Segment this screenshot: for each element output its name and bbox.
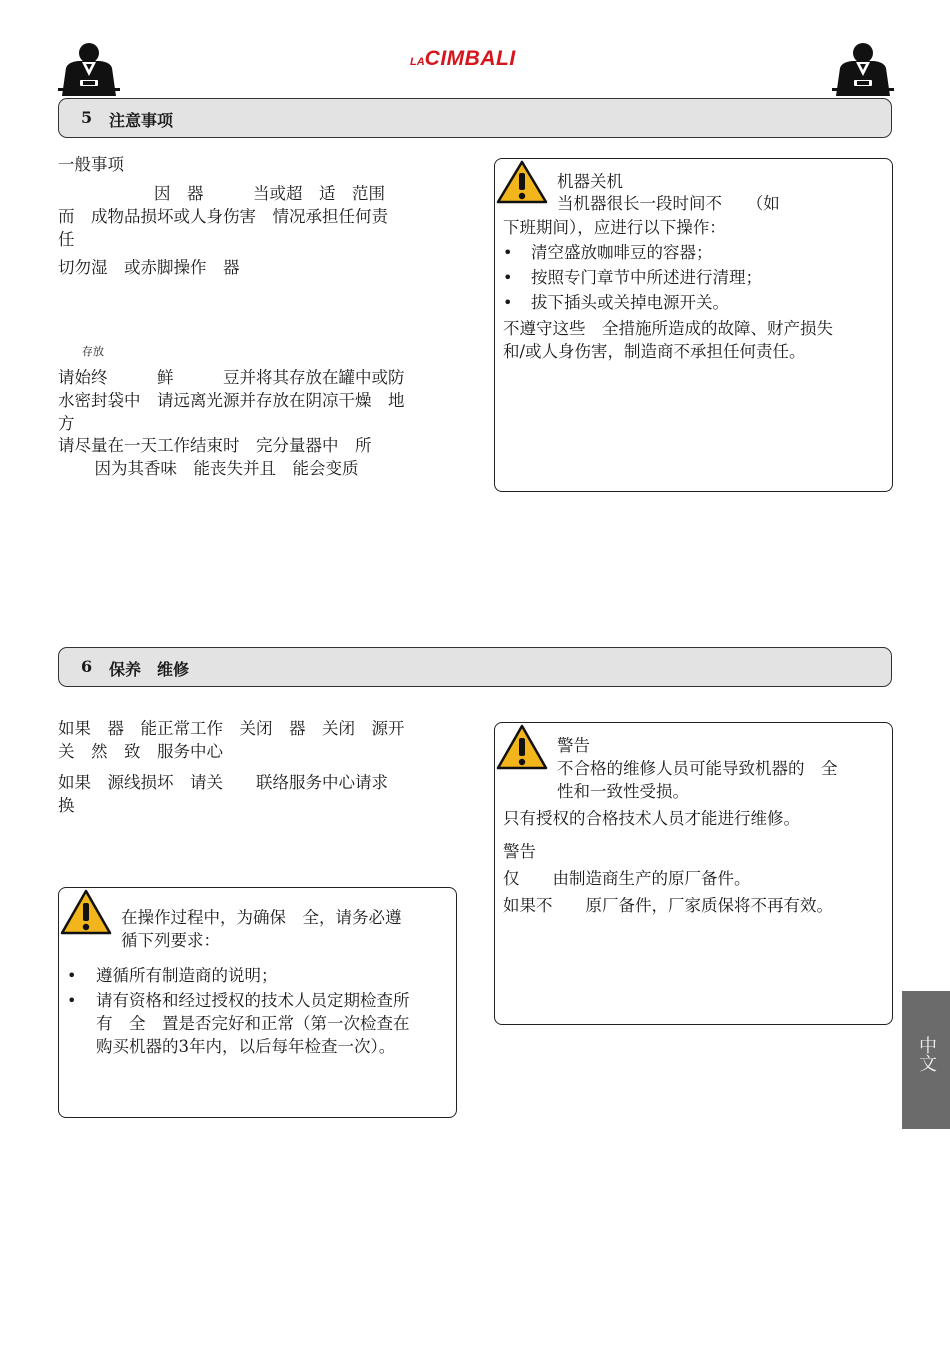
barista-icon-right [832, 42, 894, 96]
warning-triangle-icon [60, 889, 112, 935]
section-6-banner [58, 647, 892, 687]
storage-label: 存放 [82, 345, 104, 358]
storage-para2-line2: 因为其香味 能丧失并且 能会变质 [78, 459, 359, 478]
language-tab-label: 中文 [916, 1036, 937, 1072]
warning-triangle-icon [496, 724, 548, 770]
bullet-dot: • [503, 243, 513, 262]
safety-item-2-line3: 购买机器的3年内，以后每年检查一次）。 [96, 1037, 396, 1056]
safety-item-1: 遵循所有制造商的说明； [96, 966, 278, 985]
shutdown-line1: 当机器很长一段时间不 （如 [557, 194, 780, 213]
safety-item-2-line1: 请有资格和经过授权的技术人员定期检查所 [96, 991, 410, 1010]
safety-intro-line2: 循下列要求： [121, 931, 220, 950]
section-5-title: 注意事项 [109, 111, 174, 130]
safety-intro-line1: 在操作过程中，为确保 全，请务必遵 [121, 908, 402, 927]
shutdown-title: 机器关机 [557, 172, 623, 191]
shutdown-item-2: 按照专门章节中所述进行清理； [531, 268, 762, 287]
general-para1-line1: 因 器 当或超 适 范围 [154, 184, 385, 203]
maintenance-para1-line2: 关 然 致 服务中心 [58, 742, 223, 761]
warning-line3: 只有授权的合格技术人员才能进行维修。 [503, 809, 800, 828]
brand-logo: LACIMBALI [410, 47, 516, 70]
safety-item-2-line2: 有 全 置是否完好和正常（第一次检查在 [96, 1014, 410, 1033]
general-para1-line2: 而 成物品损坏或人身伤害 情况承担任何责 [58, 207, 388, 226]
warning-line1: 不合格的维修人员可能导致机器的 全 [557, 759, 838, 778]
maintenance-para1-line1: 如果 器 能正常工作 关闭 器 关闭 源开 [58, 719, 405, 738]
storage-para2-line1: 请尽量在一天工作结束时 完分量器中 所 [58, 436, 372, 455]
general-para2: 切勿湿 或赤脚操作 器 [58, 258, 240, 277]
shutdown-item-3: 拔下插头或关掉电源开关。 [531, 293, 729, 312]
bullet-dot: • [503, 293, 513, 312]
warning-line4: 仅 由制造商生产的原厂备件。 [503, 869, 751, 888]
warning-title: 警告 [557, 736, 590, 755]
language-side-tab[interactable] [902, 991, 950, 1129]
warning-triangle-icon [496, 160, 548, 204]
bullet-dot: • [67, 966, 77, 985]
general-subheading: 一般事项 [58, 155, 124, 174]
bullet-dot: • [503, 268, 513, 287]
warning-line2: 性和一致性受损。 [557, 782, 689, 801]
maintenance-para2-line2: 换 [58, 796, 75, 815]
warning-title-2: 警告 [503, 842, 536, 861]
barista-icon-left [58, 42, 120, 96]
bullet-dot: • [67, 991, 77, 1010]
shutdown-item-1: 清空盛放咖啡豆的容器； [531, 243, 713, 262]
storage-para-line2: 水密封袋中 请远离光源并存放在阴凉干燥 地 [58, 391, 405, 410]
maintenance-para2-line1: 如果 源线损坏 请关 联络服务中心请求 [58, 773, 388, 792]
shutdown-footer-line2: 和/或人身伤害，制造商不承担任何责任。 [503, 342, 806, 361]
section-6-number: 6 [81, 657, 93, 676]
shutdown-line2: 下班期间），应进行以下操作： [503, 218, 726, 237]
storage-para-line1: 请始终 鲜 豆并将其存放在罐中或防 [58, 368, 405, 387]
general-para1-line3: 任 [58, 230, 75, 249]
storage-para-line3: 方 [58, 414, 75, 433]
section-5-banner [58, 98, 892, 138]
section-5-number: 5 [81, 108, 93, 127]
section-6-title: 保养 维修 [109, 660, 190, 679]
warning-line5: 如果不 原厂备件，厂家质保将不再有效。 [503, 896, 833, 915]
shutdown-footer-line1: 不遵守这些 全措施所造成的故障、财产损失 [503, 319, 833, 338]
